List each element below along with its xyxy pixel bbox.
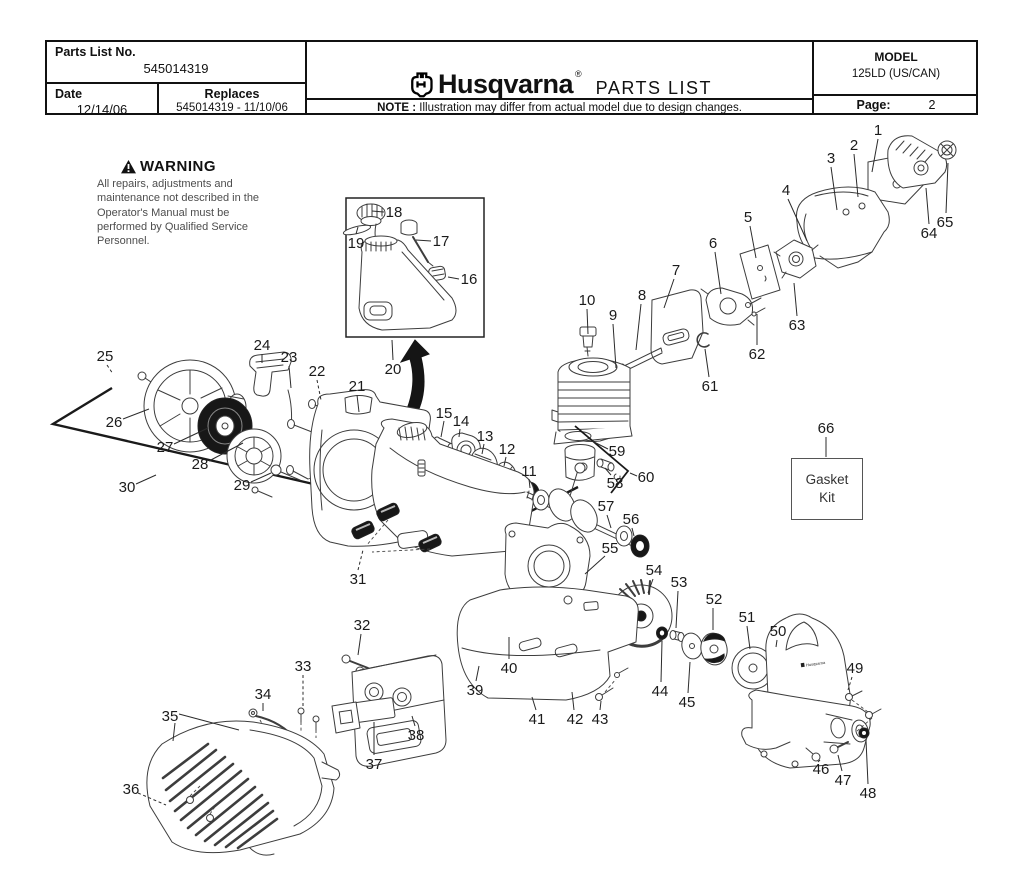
- date-label: Date: [55, 87, 83, 101]
- page-title: PARTS LIST: [595, 78, 713, 98]
- part-callout-45: 45: [678, 694, 696, 711]
- part-callout-17: 17: [432, 233, 450, 250]
- warning-title: WARNING: [97, 158, 297, 175]
- part-callout-4: 4: [781, 182, 791, 199]
- part-callout-52: 52: [705, 591, 723, 608]
- part-callout-36: 36: [122, 781, 140, 798]
- leader-line-20: [392, 340, 393, 360]
- part-callout-42: 42: [566, 711, 584, 728]
- leader-line-65: [946, 163, 948, 213]
- leader-line-45: [688, 662, 690, 693]
- part-callout-41: 41: [528, 711, 546, 728]
- gasket-kit-label: Gasket Kit: [805, 471, 849, 505]
- leader-line-44: [661, 641, 662, 682]
- model-label: MODEL: [874, 50, 918, 64]
- part-callout-25: 25: [96, 348, 114, 365]
- part-callout-13: 13: [476, 428, 494, 445]
- part-callout-65: 65: [936, 214, 954, 231]
- part-callout-40: 40: [500, 660, 518, 677]
- part-callout-48: 48: [859, 785, 877, 802]
- parts-list-no-value: 545014319: [143, 61, 209, 76]
- part-callout-1: 1: [873, 122, 883, 139]
- leader-line-53: [676, 591, 678, 628]
- part-callout-59: 59: [608, 443, 626, 460]
- part-callout-57: 57: [597, 498, 615, 515]
- part-callout-35: 35: [161, 708, 179, 725]
- piston: [565, 445, 595, 481]
- part-callout-58: 58: [606, 475, 624, 492]
- air-filter-cover: [888, 136, 947, 188]
- starter-pulley: [227, 429, 281, 483]
- part-callout-39: 39: [466, 682, 484, 699]
- leader-line-16: [448, 277, 459, 279]
- replaces-label: Replaces: [204, 87, 260, 101]
- part-callout-14: 14: [452, 413, 470, 430]
- part-callout-6: 6: [708, 235, 718, 252]
- warning-body: All repairs, adjustments and maintenance not described in the Operator's Manual must be performed by Qualified Service Personnel.: [97, 178, 260, 248]
- leader-line-8: [636, 304, 641, 350]
- parts-list-no-label: Parts List No.: [55, 45, 136, 59]
- part-callout-10: 10: [578, 292, 596, 309]
- part-callout-15: 15: [435, 405, 453, 422]
- part-callout-31: 31: [349, 571, 367, 588]
- leader-line-32: [358, 634, 361, 655]
- model-value: 125LD (US/CAN): [851, 68, 941, 80]
- muffler-heat-shield: [457, 587, 638, 700]
- part-callout-8: 8: [637, 287, 647, 304]
- part-callout-64: 64: [920, 225, 938, 242]
- part-callout-54: 54: [645, 562, 663, 579]
- part-callout-7: 7: [671, 262, 681, 279]
- leader-line-6: [715, 252, 721, 294]
- leader-line-60: [630, 473, 637, 476]
- part-callout-62: 62: [748, 346, 766, 363]
- cover-logo-text: Husqvarna: [805, 659, 826, 668]
- lower-housing: [742, 690, 870, 768]
- part-callout-50: 50: [769, 623, 787, 640]
- part-callout-21: 21: [348, 378, 366, 395]
- clutch-assembly-52: [698, 631, 730, 668]
- part-callout-34: 34: [254, 686, 272, 703]
- part-callout-24: 24: [253, 337, 271, 354]
- part-callout-43: 43: [591, 711, 609, 728]
- leader-line-31: [358, 550, 363, 570]
- part-callout-66: 66: [817, 420, 835, 437]
- part-callout-63: 63: [788, 317, 806, 334]
- part-callout-28: 28: [191, 456, 209, 473]
- part-callout-19: 19: [347, 235, 365, 252]
- leader-line-30: [136, 475, 156, 484]
- flywheel-nut-44: [657, 627, 668, 639]
- part-callout-22: 22: [308, 363, 326, 380]
- part-callout-46: 46: [812, 761, 830, 778]
- part-callout-16: 16: [460, 271, 478, 288]
- part-callout-30: 30: [118, 479, 136, 496]
- leader-line-48: [866, 740, 868, 784]
- replaces-value: 545014319 - 11/10/06: [176, 102, 288, 114]
- part-callout-37: 37: [365, 756, 383, 773]
- part-callout-29: 29: [233, 477, 251, 494]
- part-callout-11: 11: [521, 463, 537, 480]
- registered-mark: ®: [575, 69, 582, 79]
- fuel-cap: [357, 204, 385, 226]
- leader-line-23: [289, 366, 291, 388]
- brand-name: Husqvarna: [437, 68, 574, 99]
- part-callout-44: 44: [651, 683, 669, 700]
- leader-line-63: [794, 283, 797, 316]
- muffler-gasket: [740, 245, 780, 299]
- leader-line-25: [107, 365, 113, 374]
- spacer-53: [670, 631, 684, 642]
- leader-line-61: [705, 349, 709, 377]
- part-callout-38: 38: [407, 727, 425, 744]
- page-label: Page:: [856, 98, 891, 112]
- starter-cover: [147, 721, 340, 855]
- part-callout-9: 9: [608, 307, 618, 324]
- part-callout-53: 53: [670, 574, 688, 591]
- part-callout-2: 2: [849, 137, 859, 154]
- housing-nut-48: [859, 728, 869, 738]
- part-callout-61: 61: [701, 378, 719, 395]
- leader-line-57: [607, 515, 611, 528]
- part-callout-60: 60: [637, 469, 655, 486]
- part-callout-56: 56: [622, 511, 640, 528]
- part-callout-27: 27: [156, 439, 174, 456]
- cylinder: [552, 358, 632, 444]
- part-callout-23: 23: [280, 349, 298, 366]
- fuel-tank-inset: [359, 236, 456, 330]
- part-callout-49: 49: [846, 660, 864, 677]
- part-callout-33: 33: [294, 658, 312, 675]
- part-callout-26: 26: [105, 414, 123, 431]
- part-callout-3: 3: [826, 150, 836, 167]
- leader-line-15: [441, 421, 444, 437]
- leader-line-43: [600, 701, 601, 710]
- bracket-screws-33: [298, 702, 360, 738]
- leader-line-51: [747, 626, 750, 649]
- leader-line-64: [926, 188, 929, 224]
- part-callout-5: 5: [743, 209, 753, 226]
- note-text: Illustration may differ from actual model due to design changes.: [416, 102, 742, 114]
- date-value: 12/14/06: [76, 102, 128, 117]
- part-callout-47: 47: [834, 772, 852, 789]
- page-number: 2: [928, 98, 936, 112]
- part-callout-55: 55: [601, 540, 619, 557]
- filter-knob: [938, 141, 956, 159]
- part-callout-32: 32: [353, 617, 371, 634]
- part-callout-20: 20: [384, 361, 402, 378]
- heat-shield-plate: [651, 290, 703, 364]
- part-callout-12: 12: [498, 441, 516, 458]
- part-callout-51: 51: [738, 609, 756, 626]
- leader-line-17: [416, 240, 431, 241]
- note-label: NOTE :: [377, 102, 417, 114]
- part-callout-18: 18: [385, 204, 403, 221]
